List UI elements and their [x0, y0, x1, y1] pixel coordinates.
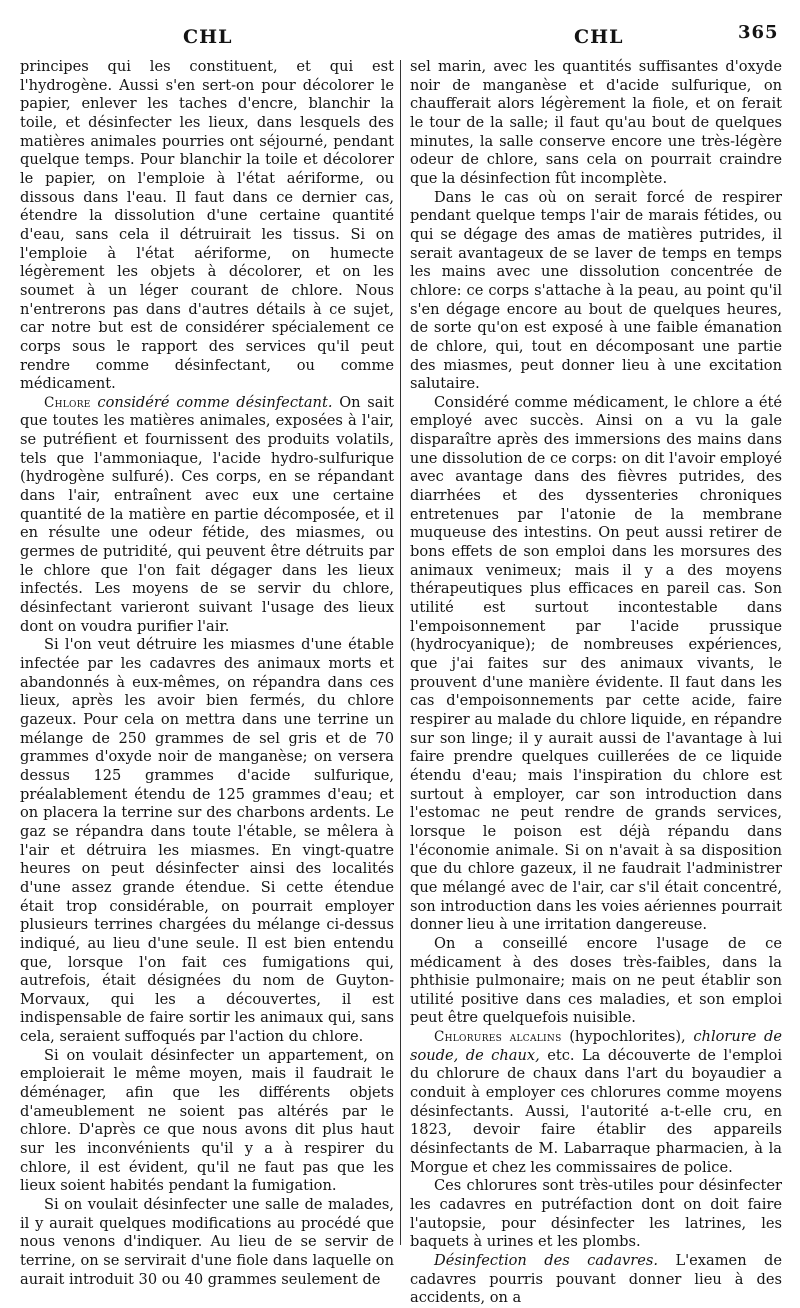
paragraph: Dans le cas où on serait forcé de respirer pendant quelque temps l'air de marais fétides, ou qui se dégage des amas de matières putrides, il serait avantageux de se laver de temps en temps les mains avec une dissolution concentrée de chlore: ce corps s'attache à la peau, au point qu'il s'en dégage encore au bout de quelques heures, de sorte qu'on est exposé à une faible émanation de chlore, qui, tout en décomposant une partie des miasmes, peut donner lieu à une excitation salutaire. — [410, 188, 782, 393]
section-lead-italic: chlorure de soude, de chaux, — [410, 1028, 783, 1064]
paragraph: Chlore considéré comme désinfectant. On sait que toutes les matières animales, exposées à l'air, se putréfient et fournissent des produits volatils, tels que l'ammoniaque, l'acide hydro-sulfurique (hydrogène sulfuré). Ces corps, en se répandant dans l'air, entraînent avec eux une certaine quantité de la matière en partie décomposée, et il en résulte une odeur fétide, des miasmes, ou germes de putridité, qui peuvent être détruits par le chlore que l'on fait dégager dans les lieux infectés. Les moyens de se servir du chlore, désinfectant varieront suivant l'usage des lieux dont on voudra purifier l'air. — [20, 393, 395, 635]
section-lead-italic: Désinfection des cadavres. — [434, 1252, 659, 1269]
running-head-left: CHL — [183, 26, 233, 48]
page-number: 365 — [738, 22, 779, 43]
paragraph: sel marin, avec les quantités suffisantes d'oxyde noir de manganèse et d'acide sulfurique, on chaufferait alors légèrement la fiole, et on ferait le tour de la salle; il faut qu'au bout de quelques minutes, la salle conserve encore une très-légère odeur de chlore, sans cela on pourrait craindre que la désinfection fût incomplète. — [410, 58, 782, 187]
paragraph: Si l'on veut détruire les miasmes d'une étable infectée par les cadavres des animaux morts et abandonnés à eux-mêmes, on répandra dans ces lieux, après les avoir bien fermés, du chlore gazeux. Pour cela on mettra dans une terrine un mélange de 250 grammes de sel gris et de 70 grammes d'oxyde noir de manganèse; on versera dessus 125 grammes d'acide sulfurique, préalablement étendu de 125 grammes d'eau; et on placera la terrine sur des charbons ardents. Le gaz se répandra dans toute l'étable, se mêlera à l'air et détruira les miasmes. En vingt-quatre heures on peut désinfecter ainsi des localités d'une assez grande étendue. Si cette étendue était trop considérable, on pourrait employer plusieurs terrines chargées du mélange ci-dessus indiqué, au lieu d'une seule. Il est bien entendu que, lorsque l'on fait ces fumigations qui, autrefois, était désignées du nom de Guyton-Morvaux, qui les a découvertes, il est indispensable de faire sortir les animaux qui, sans cela, seraient suffoqués par l'action du chlore. — [20, 636, 394, 1046]
running-head-right: CHL — [574, 26, 624, 48]
paragraph: Considéré comme médicament, le chlore a été employé avec succès. Ainsi on a vu la gale disparaître après des immersions des mains dans une dissolution de ce corps: on dit l'avoir employé avec avantage dans des fièvres putrides, des diarrhées et des dyssenteries chroniques entretenues par l'atonie de la membrane muqueuse des intestins. On peut aussi retirer de bons effets de son emploi dans les morsures des animaux venimeux; mais il y a des moyens thérapeutiques plus efficaces en pareil cas. Son utilité est surtout incontestable dans l'empoisonnement par l'acide prussique (hydrocyanique); de nombreuses expériences, que j'ai faites sur des animaux vivants, le prouvent d'une manière évidente. Il faut dans les cas d'empoisonnements par cette acide, faire respirer au malade du chlore liquide, en répandre sur son linge; il y aurait aussi de l'avantage à lui faire prendre quelques cuillerées de ce liquide étendu d'eau; mais l'inspiration du chlore est surtout à employer, car son introduction dans l'estomac ne peut rendre de grands services, lorsque le poison est déjà répandu dans l'économie animale. Si on n'avait à sa disposition que du chlore gazeux, il ne faudrait l'administrer que mélangé avec de l'air, car s'il était concentré, son introduction dans les voies aériennes pourrait donner lieu à une irritation dangereuse. — [410, 393, 782, 934]
paragraph: principes qui les constituent, et qui est l'hydrogène. Aussi s'en sert-on pour décolorer le papier, enlever les taches d'encre, blanchir la toile, et désinfecter les lieux, dans lesquels des matières animales pourries ont séjourné, pendant quelque temps. Pour blanchir la toile et décolorer le papier, on l'emploie à l'état aériforme, ou dissous dans l'eau. Il faut dans ce dernier cas, étendre la dissolution d'une certaine quantité d'eau, sans cela il détruirait les tissus. Si on l'emploie à l'état aériforme, on humecte légèrement les objets à décolorer, et on les soumet à un léger courant de chlore. Nous n'entrerons pas dans d'autres détails à ce sujet, car notre but est de considérer spécialement ce corps sous le rapport des services qu'il peut rendre comme désinfectant, ou comme médicament. — [20, 58, 394, 393]
section-lead-italic: considéré comme désinfectant. — [97, 393, 333, 411]
paragraph: Si on voulait désinfecter une salle de malades, il y aurait quelques modifications au procédé que nous venons d'indiquer. Au lieu de se servir de terrine, on se servirait d'une fiole dans laquelle on aurait introduit 30 ou 40 grammes seulement de — [20, 1196, 394, 1288]
section-lead: Chlore — [44, 394, 91, 411]
paragraph: On a conseillé encore l'usage de ce médicament à des doses très-faibles, dans la phthisie pulmonaire; mais on ne peut établir son utilité positive dans ces maladies, et son emploi peut être quelquefois nuisible. — [410, 934, 782, 1027]
paragraph: Si on voulait désinfecter un appartement, on emploierait le même moyen, mais il faudrait le déménager, afin que les différents objets d'ameublement ne soient pas altérés par le chlore. D'après ce que nous avons dit plus haut sur les inconvénients qu'il y a à respirer du chlore, il est évident, qu'il ne faut pas que les lieux soient habités pendant la fumigation. — [20, 1046, 394, 1195]
column-divider — [400, 60, 401, 1245]
paragraph: Chlorures alcalins (hypochlorites), chlorure de soude, de chaux, etc. La découverte de l'emploi du chlorure de chaux dans l'art du boyaudier a conduit à employer ces chlorures comme moyens désinfectants. Aussi, l'autorité a-t-elle cru, en 1823, devoir faire établir des appareils désinfectants de M. Labarraque pharmacien, à la Morgue et chez les commissaires de police. — [410, 1028, 783, 1176]
paragraph: Ces chlorures sont très-utiles pour désinfecter les cadavres en putréfaction dont on doit faire l'autopsie, pour désinfecter les latrines, les baquets à urines et les plombs. — [410, 1177, 782, 1251]
left-column — [20, 58, 394, 1289]
right-column — [410, 58, 782, 1308]
section-lead: Chlorures alcalins — [434, 1029, 562, 1046]
paragraph: Désinfection des cadavres. L'examen de cadavres pourris pouvant donner lieu à des accidents, on a — [410, 1252, 782, 1307]
